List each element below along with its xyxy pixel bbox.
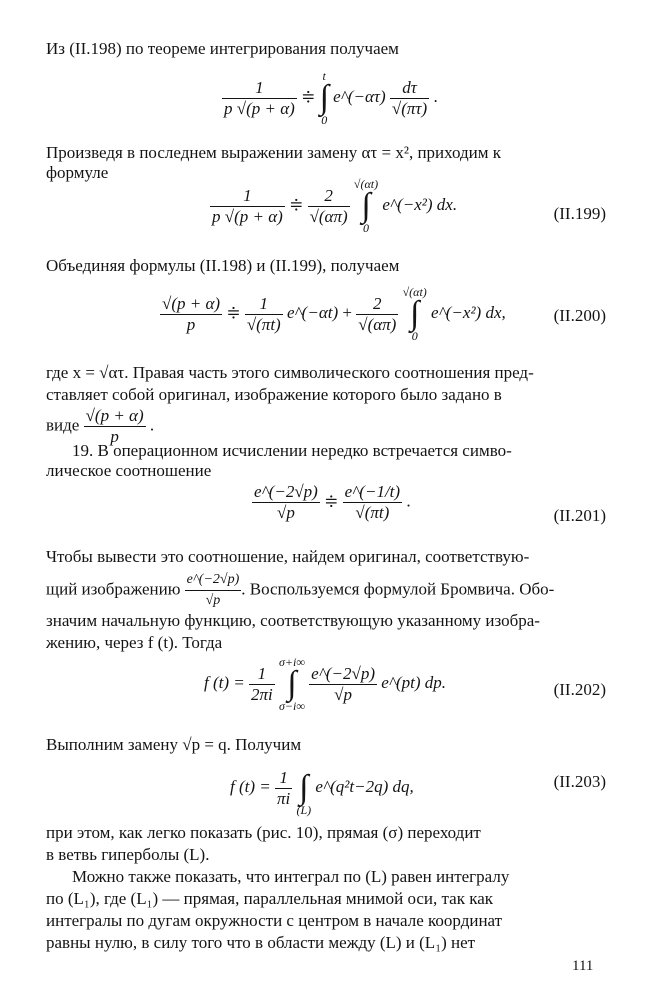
text-line: по (L₁), где (L₁) — прямая, параллельная мнимой оси, так как xyxy=(46,889,494,908)
equation-ii-199: $\frac{1}{p √(p + \alpha)}$ ≑ $\frac{2}{√(\alpha\pi)}$ √(αt) ∫ 0 e^(−x²) dx. xyxy=(212,177,458,235)
text-line: интегралы по дугам окружности с центром в начале координат xyxy=(46,911,503,930)
equation-ii-202: f (t) = $\frac{1}{2\pi i}$ σ+i∞ ∫ σ−i∞ $\frac{e\^{}(-2√p)}{√p}$ e^(pt) dp. xyxy=(204,655,447,713)
text-line: виде $\frac{√(p + \alpha)}{p}$ . xyxy=(46,406,155,446)
equation-ii-201: $\frac{e\^{}(-2√p)}{√p}$ ≑ $\frac{e\^{}(-1/t)}{√(\pi t)}$ . xyxy=(254,482,411,522)
text-line: жению, через f (t). Тогда xyxy=(46,633,223,652)
text-line: при этом, как легко показать (рис. 10), прямая (σ) переходит xyxy=(46,823,481,842)
text-line: лическое соотношение xyxy=(46,461,212,480)
text-line: Выполним замену √p = q. Получим xyxy=(46,735,302,754)
equation-number: (II.200) xyxy=(553,306,606,325)
text-line: Объединяя формулы (II.198) и (II.199), получаем xyxy=(46,256,400,275)
text-line: формуле xyxy=(46,163,109,182)
inline-fraction: $\frac{e\^{}(-2√p)}{√p}$ xyxy=(186,572,240,608)
equation-number: (II.203) xyxy=(553,772,606,791)
text-line: Из (II.198) по теореме интегрирования получаем xyxy=(46,39,399,58)
text-line: 19. В операционном исчислении нередко встречается симво- xyxy=(72,441,512,460)
equation-number: (II.199) xyxy=(553,204,606,223)
equation-ii-198: $\frac{1}{p √(p + \alpha)}$ ≑ t ∫ 0 e^(−ατ) $\frac{d\tau}{√(\pi\tau)}$ . xyxy=(224,69,438,127)
equation-number: (II.202) xyxy=(553,680,606,699)
text-line: Произведя в последнем выражении замену ατ = x², приходим к xyxy=(46,143,502,162)
text-line: щий изображению $\frac{e\^{}(-2√p)}{√p}$ . Воспользуемся формулой Бромвича. Обо- xyxy=(46,570,606,611)
equation-number: (II.201) xyxy=(553,506,606,525)
equation-ii-200: $\frac{√(p + \alpha)}{p}$ ≑ $\frac{1}{√(\pi t)}$ e^(−αt) + $\frac{2}{√(\alpha\pi)}$ √(αt) ∫ 0 e^(−x²) dx, xyxy=(162,285,506,343)
text-line: ставляет собой оригинал, изображение которого было задано в xyxy=(46,385,502,404)
equation-ii-203: f (t) = $\frac{1}{\pi i}$ ∫ (L) e^(q²t−2q) dq, xyxy=(230,767,414,817)
text-line: где x = √ατ. Правая часть этого символического соотношения пред- xyxy=(46,363,534,382)
inline-fraction: $\frac{√(p + \alpha)}{p}$ xyxy=(85,406,144,446)
text-line: в ветвь гиперболы (L). xyxy=(46,845,210,864)
text-line: значим начальную функцию, соответствующую указанному изобра- xyxy=(46,611,540,630)
text-line: Чтобы вывести это соотношение, найдем оригинал, соответствую- xyxy=(46,547,530,566)
page-number: 111 xyxy=(572,958,594,974)
text-line: равны нулю, в силу того что в области между (L) и (L₁) нет xyxy=(46,933,476,952)
text-line: Можно также показать, что интеграл по (L) равен интегралу xyxy=(72,867,510,886)
